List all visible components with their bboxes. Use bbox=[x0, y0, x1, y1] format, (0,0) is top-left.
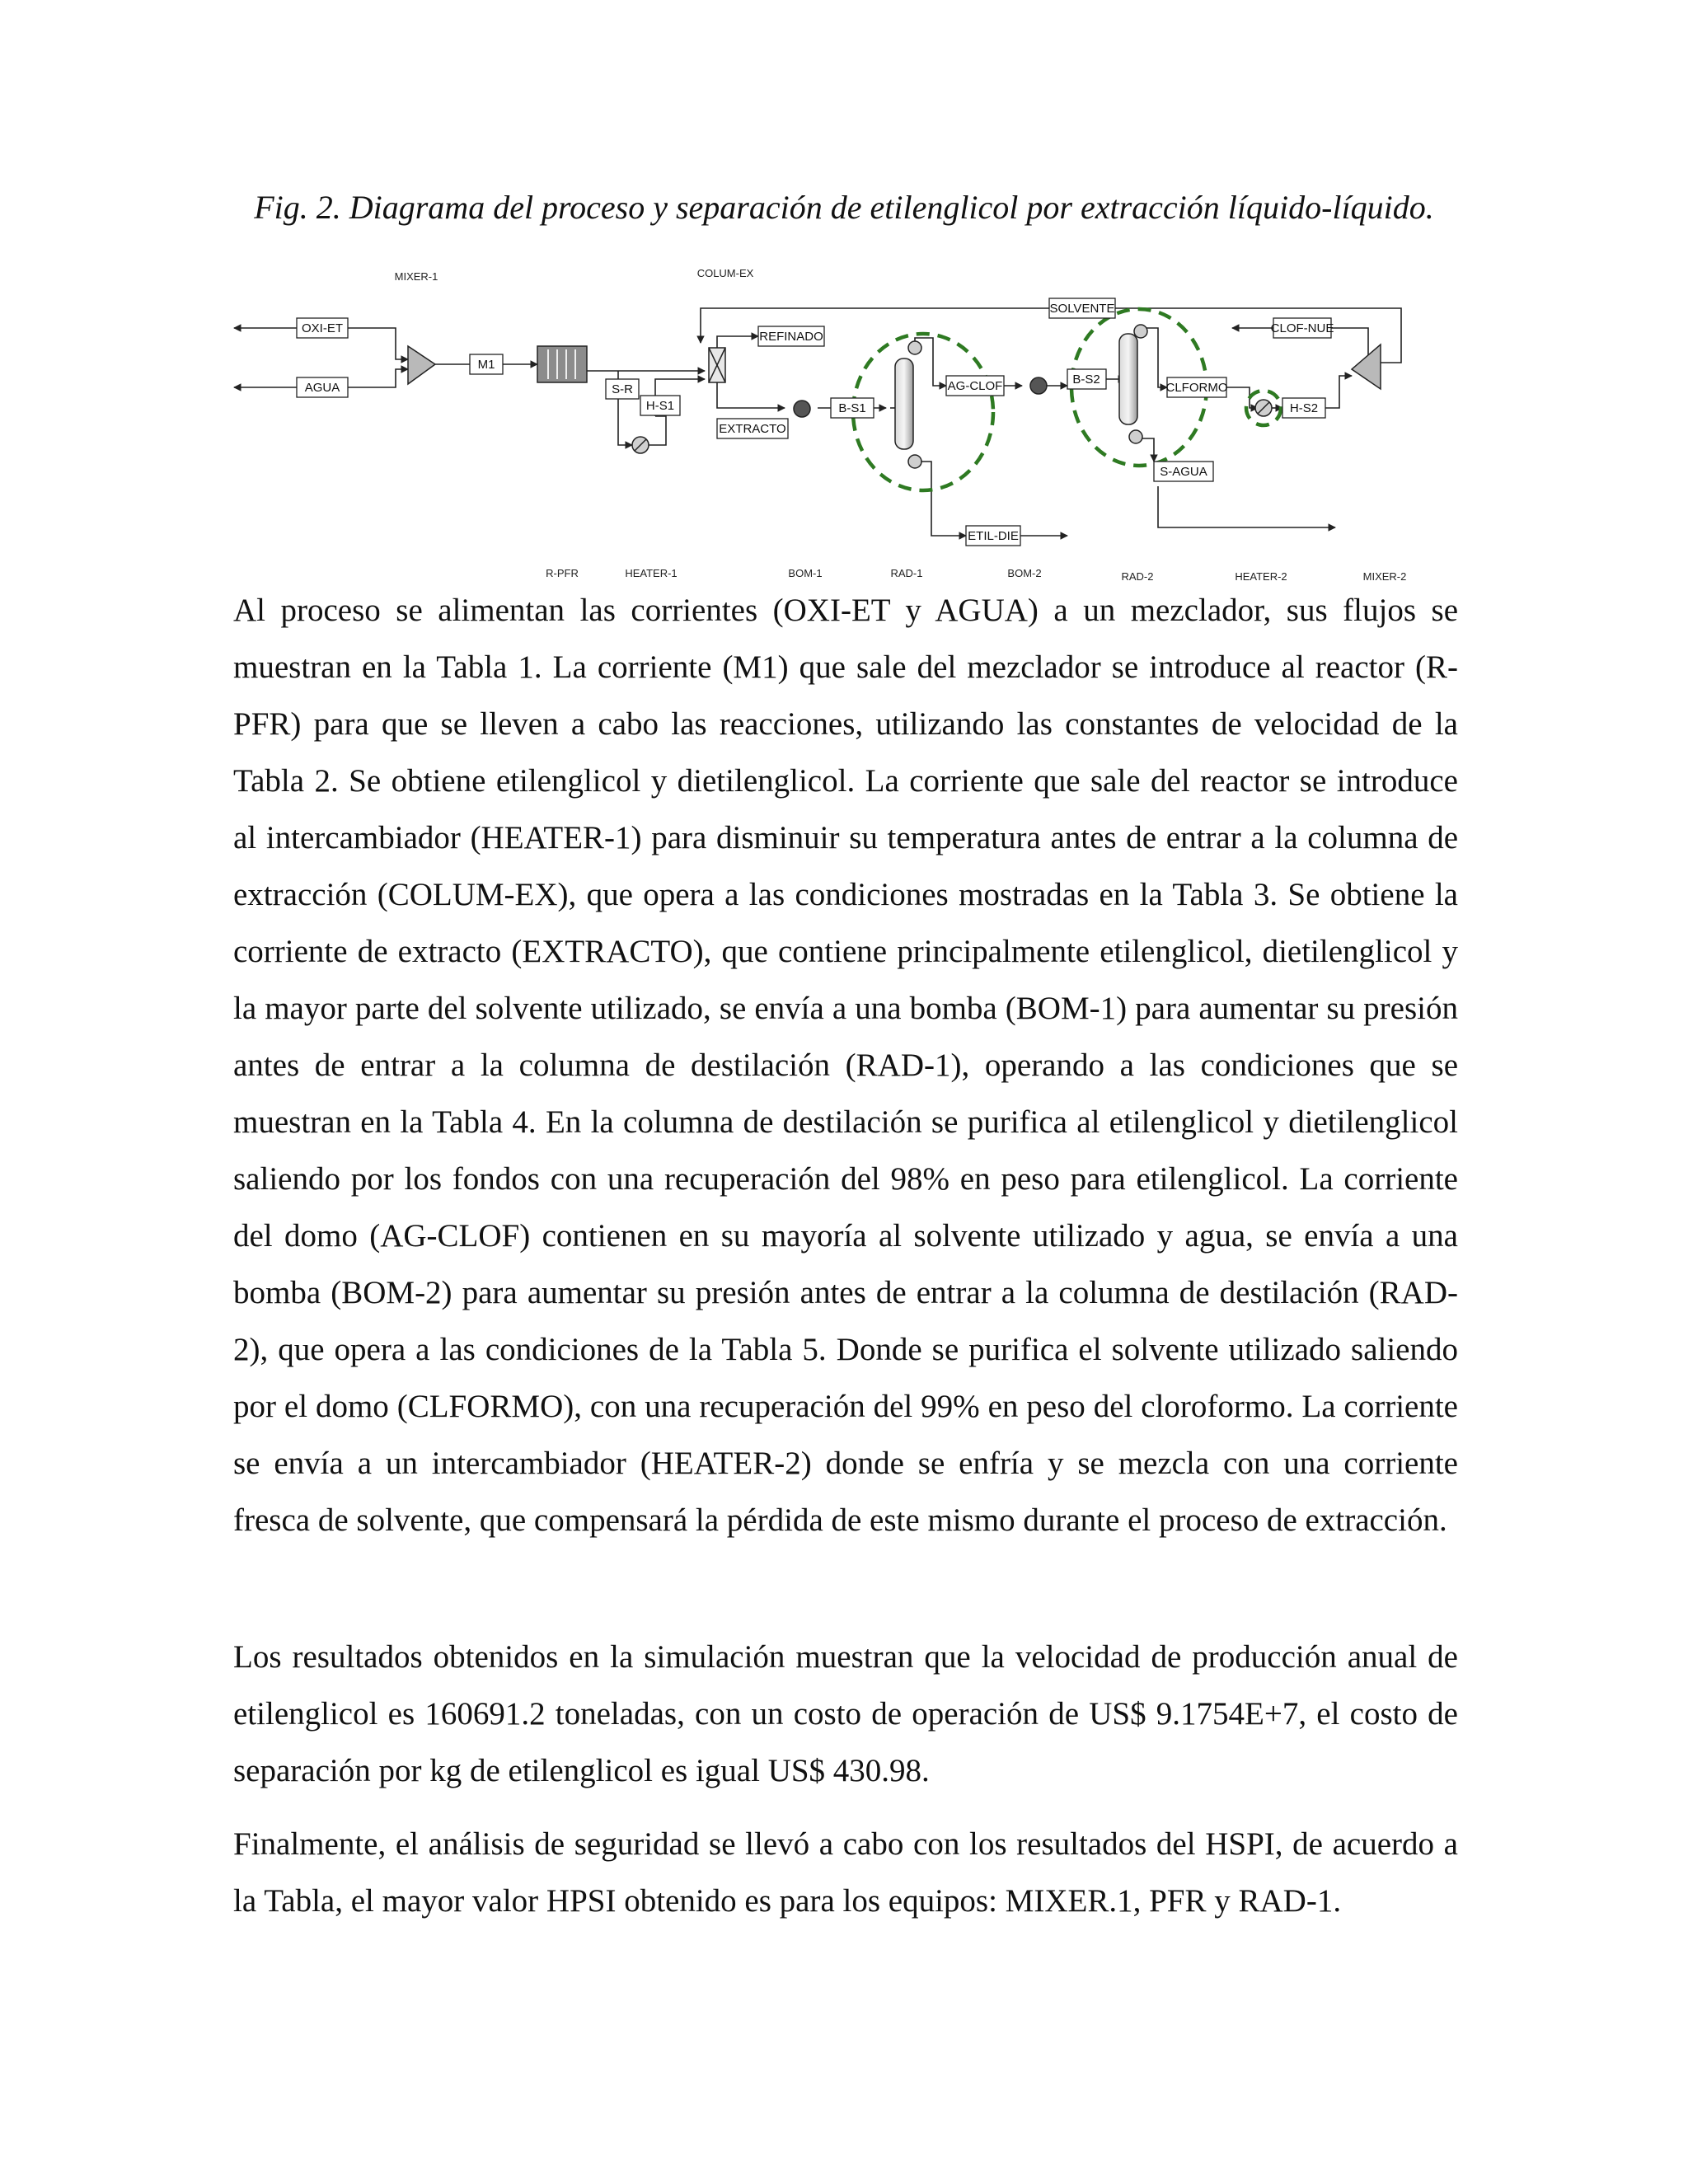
stream-bs1: B-S1 bbox=[838, 401, 866, 415]
mixer2-shape bbox=[1352, 344, 1381, 389]
stream-sr: S-R bbox=[612, 382, 633, 396]
label-columex: COLUM-EX bbox=[696, 267, 754, 279]
label-rad1: RAD-1 bbox=[890, 567, 923, 579]
stream-sagua: S-AGUA bbox=[1160, 465, 1207, 479]
label-heater2: HEATER-2 bbox=[1235, 570, 1287, 583]
label-heater1: HEATER-1 bbox=[625, 567, 678, 579]
process-flow-diagram bbox=[231, 255, 1451, 585]
paragraph-safety: Finalmente, el análisis de seguridad se llevó a cabo con los resultados del HSPI, de acuerdo a la Tabla, el mayor valor HPSI obtenido es para los equipos: MIXER.1, PFR y RAD-1. bbox=[233, 1826, 1458, 1919]
oxiet-to-mixer bbox=[348, 328, 408, 359]
label-bom2: BOM-2 bbox=[1007, 567, 1042, 579]
stream-clofnue: CLOF-NUE bbox=[1270, 321, 1334, 335]
bom1-shape bbox=[794, 401, 810, 417]
stream-etildie: ETIL-DIE bbox=[968, 529, 1019, 543]
stream-agclof: AG-CLOF bbox=[947, 379, 1003, 393]
stream-solvente: SOLVENTE bbox=[1049, 302, 1115, 316]
rad2-column bbox=[1119, 334, 1137, 424]
label-bom1: BOM-1 bbox=[788, 567, 823, 579]
label-mixer1: MIXER-1 bbox=[394, 270, 438, 283]
label-rpfr: R-PFR bbox=[546, 567, 579, 579]
rad1-column bbox=[895, 359, 913, 449]
stream-extracto: EXTRACTO bbox=[719, 422, 786, 436]
stream-refinado: REFINADO bbox=[759, 330, 823, 344]
bom2-shape bbox=[1030, 377, 1047, 394]
label-mixer2: MIXER-2 bbox=[1362, 570, 1407, 583]
figure-caption: Fig. 2. Diagrama del proceso y separación de etilenglicol por extracción líquido-líquido. bbox=[254, 189, 1434, 226]
stream-oxiet: OXI-ET bbox=[301, 321, 344, 335]
stream-m1: M1 bbox=[477, 358, 495, 372]
label-rad2: RAD-2 bbox=[1121, 570, 1154, 583]
stream-hs2: H-S2 bbox=[1289, 401, 1319, 415]
stream-hs1: H-S1 bbox=[645, 399, 675, 413]
agua-to-mixer bbox=[348, 369, 408, 387]
stream-clformo: CLFORMO bbox=[1165, 381, 1228, 395]
paragraph-results: Los resultados obtenidos en la simulación muestran que la velocidad de producción anual de etilenglicol es 160691.2 toneladas, con un costo de operación de US$ 9.1754E+7, el costo de separación por kg de etilenglicol es igual US$ 430.98. bbox=[233, 1639, 1458, 1788]
stream-bs2: B-S2 bbox=[1072, 373, 1100, 387]
mixer1-shape bbox=[408, 346, 435, 384]
reactor-shape bbox=[537, 346, 587, 382]
paragraph-process: Al proceso se alimentan las corrientes (OXI-ET y AGUA) a un mezclador, sus flujos se muestran en la Tabla 1. La corriente (M1) que sale del mezclador se introduce al reactor (R-PFR) para que se lleven a cabo las reacciones, utilizando las constantes de velocidad de la Tabla 2. Se obtiene etilenglicol y dietilenglicol. La corriente que sale del reactor se introduce al intercambiador (HEATER-1) para disminuir su temperatura antes de entrar a la columna de extracción (COLUM-EX), que opera a las condiciones mostradas en la Tabla 3. Se obtiene la corriente de extracto (EXTRACTO), que contiene principalmente etilenglicol, dietilenglicol y la mayor parte del solvente utilizado, se envía a una bomba (BOM-1) para aumentar su presión antes de entrar a la columna de destilación (RAD-1), operando a las condiciones que se muestran en la Tabla 4. En la columna de destilación se purifica al etilenglicol y dietilenglicol saliendo por los fondos con una recuperación del 98% en peso para etilenglicol. La corriente del domo (AG-CLOF) contienen en su mayoría al solvente utilizado y agua, se envía a una bomba (BOM-2) para aumentar su presión antes de entrar a la columna de destilación (RAD-2), que opera a las condiciones de la Tabla 5. Donde se purifica el solvente utilizado saliendo por el domo (CLFORMO), con una recuperación del 99% en peso del cloroformo. La corriente se envía a un intercambiador (HEATER-2) donde se enfría y se mezcla con una corriente fresca de solvente, que compensará la pérdida de este mismo durante el proceso de extracción. bbox=[233, 593, 1458, 1538]
stream-agua: AGUA bbox=[304, 381, 340, 395]
